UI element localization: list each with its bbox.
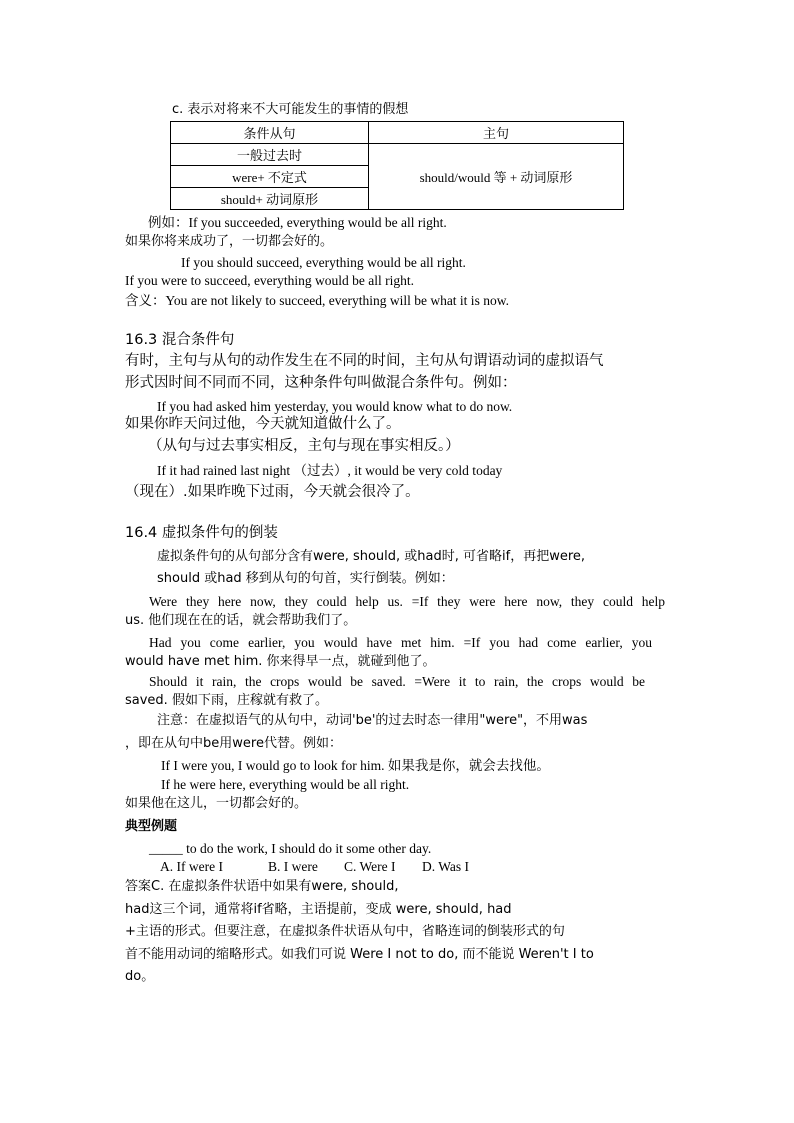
example1-en: 例如：If you succeeded, everything would be all right. bbox=[148, 215, 447, 230]
table-row: should+ 动词原形 bbox=[171, 188, 369, 210]
section-16-3-ex1-en: If you had asked him yesterday, you would know what to do now. bbox=[157, 399, 513, 414]
answer-line-3: +主语的形式。但要注意，在虚拟条件状语从句中，省略连词的倒装形式的句 bbox=[125, 924, 565, 939]
table-header-condition: 条件从句 bbox=[171, 122, 369, 144]
conditional-table bbox=[170, 121, 624, 210]
section-16-3-p1: 有时，主句与从句的动作发生在不同的时间，主句从句谓语动词的虚拟语气 bbox=[125, 353, 604, 369]
answer-line-4: 首不能用动词的缩略形式。如我们可说 Were I not to do, 而不能说 Weren't I to bbox=[125, 947, 594, 962]
section-c-heading: c. 表示对将来不大可能发生的事情的假想 bbox=[172, 102, 409, 117]
section-16-3-p2: 形式因时间不同而不同，这种条件句叫做混合条件句。例如： bbox=[125, 375, 517, 391]
answer-line-5: do。 bbox=[125, 969, 155, 984]
section-16-4-note-a: 注意：在虚拟语气的从句中，动词'be'的过去时态一律用"were"，不用was bbox=[157, 713, 588, 728]
section-16-4-p2: should 或had 移到从句的句首，实行倒装。例如： bbox=[157, 571, 454, 586]
example1-cn: 如果你将来成功了，一切都会好的。 bbox=[125, 234, 334, 249]
section-16-3-ex2-en: If it had rained last night （过去）, it would be very cold today bbox=[157, 463, 503, 478]
section-16-3-note: （从句与过去事实相反，主句与现在事实相反。） bbox=[148, 438, 460, 454]
section-16-4-ex4: If I were you, I would go to look for him. 如果我是你，就会去找他。 bbox=[161, 758, 550, 773]
section-16-3-ex2-cn: （现在）.如果昨晚下过雨，今天就会很冷了。 bbox=[125, 484, 420, 500]
section-16-3-ex1-cn: 如果你昨天问过他，今天就知道做什么了。 bbox=[125, 416, 401, 432]
section-16-4-ex5-en: If he were here, everything would be all right. bbox=[161, 777, 410, 792]
table-row: 一般过去时 bbox=[171, 144, 369, 166]
section-16-4-note-b: ，即在从句中be用were代替。例如： bbox=[125, 736, 342, 751]
table-header-main: 主句 bbox=[369, 122, 624, 144]
answer-option-a: A. If were I bbox=[160, 859, 223, 874]
section-16-4-ex1-b: us. 他们现在在的话，就会帮助我们了。 bbox=[125, 613, 357, 628]
section-16-4-p1: 虚拟条件句的从句部分含有were, should, 或had时, 可省略if，再把were, bbox=[157, 549, 586, 564]
example2-en: If you should succeed, everything would be all right. bbox=[181, 255, 466, 270]
example3-en: If you were to succeed, everything would be all right. bbox=[125, 273, 415, 288]
section-16-3-title: 16.3 混合条件句 bbox=[125, 332, 235, 348]
meaning-line: 含义：You are not likely to succeed, everything will be what it is now. bbox=[125, 293, 509, 308]
answer-line-1: 答案C. 在虚拟条件状语中如果有were, should, bbox=[125, 879, 399, 894]
section-16-4-ex3-a: Should it rain, the crops would be saved. =Were it to rain, the crops would be bbox=[149, 674, 645, 689]
section-16-4-ex1-a: Were they here now, they could help us. =If they were here now, they could help bbox=[149, 594, 665, 609]
answer-option-d: D. Was I bbox=[422, 859, 470, 874]
example-problem-heading: 典型例题 bbox=[125, 819, 178, 834]
question-text: _____ to do the work, I should do it some other day. bbox=[149, 841, 432, 856]
section-16-4-title: 16.4 虚拟条件句的倒装 bbox=[125, 525, 278, 541]
table-row: were+ 不定式 bbox=[171, 166, 369, 188]
section-16-4-ex2-a: Had you come earlier, you would have met him. =If you had come earlier, you bbox=[149, 635, 652, 650]
section-16-4-ex3-b: saved. 假如下雨，庄稼就有救了。 bbox=[125, 693, 328, 708]
section-16-4-ex5-cn: 如果他在这儿，一切都会好的。 bbox=[125, 796, 308, 811]
table-main-clause: should/would 等 + 动词原形 bbox=[369, 144, 624, 210]
answer-option-b: B. I were bbox=[268, 859, 318, 874]
answer-option-c: C. Were I bbox=[344, 859, 396, 874]
section-16-4-ex2-b: would have met him. 你来得早一点，就碰到他了。 bbox=[125, 654, 436, 669]
answer-line-2: had这三个词，通常将if省略，主语提前，变成 were, should, had bbox=[125, 902, 512, 917]
